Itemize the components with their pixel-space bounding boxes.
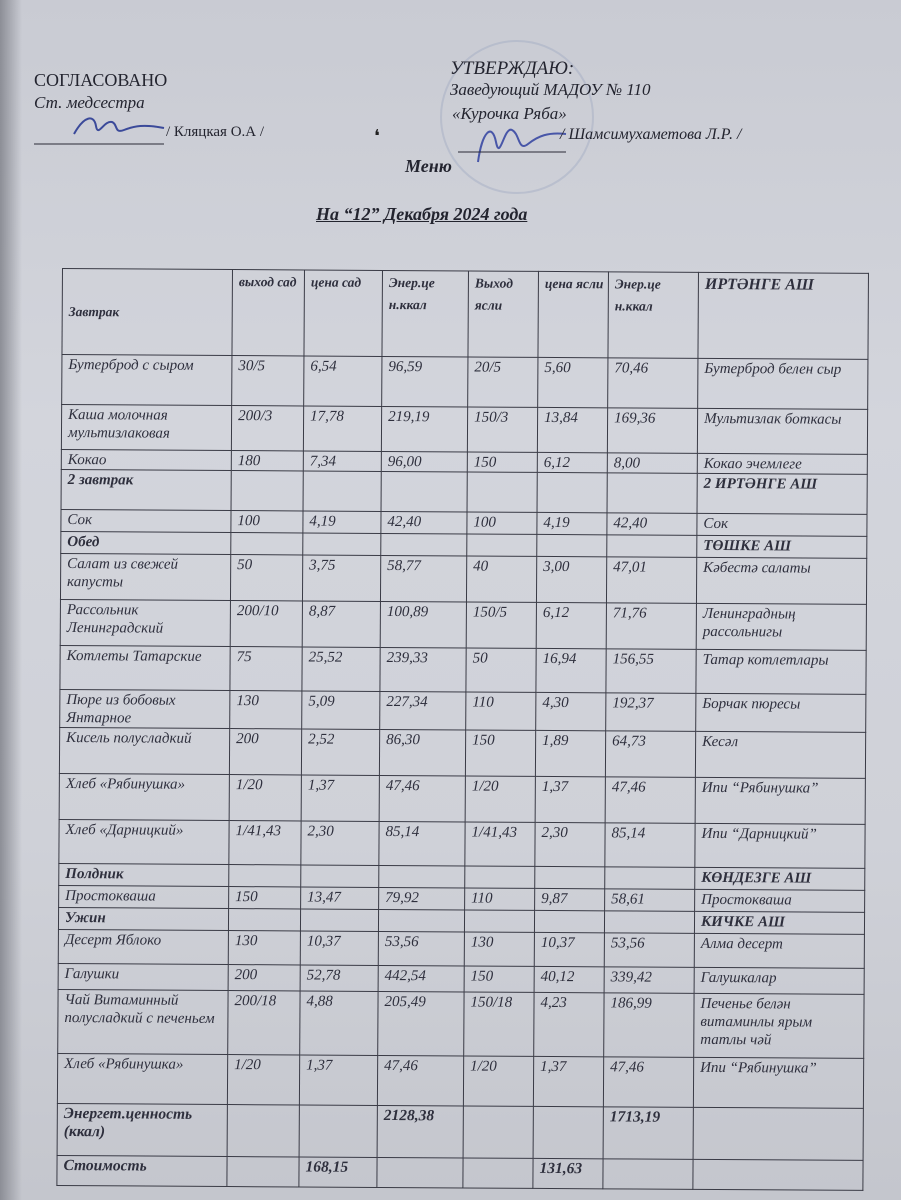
dish-name-cell: Хлеб «Рябинушка» — [59, 773, 229, 820]
value-cell: 1/20 — [465, 776, 535, 822]
header-cell: цена ясли — [538, 271, 609, 357]
header-cell: цена сад — [304, 270, 383, 356]
value-cell: 2,30 — [535, 822, 605, 866]
value-cell: 7,34 — [303, 451, 381, 471]
tatar-name-cell: Печенье белән витаминлы ярым татлы чәй — [694, 993, 864, 1058]
empty-cell — [533, 1106, 603, 1158]
table-row — [61, 405, 867, 455]
value-cell: 79,92 — [379, 887, 465, 910]
value-cell: 1,37 — [533, 1056, 603, 1106]
value-cell: 2,52 — [301, 729, 379, 775]
energy-total-row — [57, 1103, 863, 1160]
value-cell: 1/41,43 — [229, 821, 301, 865]
value-cell: 70,46 — [608, 358, 698, 409]
dish-name-cell: Хлеб «Рябинушка» — [57, 1053, 227, 1104]
value-cell: 150/5 — [466, 602, 536, 648]
dish-name-cell: Кокао — [61, 449, 231, 470]
value-cell: 42,40 — [607, 513, 697, 536]
value-cell: 85,14 — [379, 821, 465, 866]
value-cell: 3,75 — [302, 555, 380, 601]
tatar-name-cell: Кесәл — [695, 731, 865, 778]
value-cell — [607, 535, 697, 558]
value-cell — [537, 472, 607, 512]
value-cell — [467, 472, 537, 512]
dish-name-cell: Сок — [61, 509, 231, 532]
dish-name-cell: Рассольник Ленинградский — [60, 599, 230, 646]
value-cell — [378, 909, 464, 932]
value-cell: 40 — [466, 556, 536, 602]
value-cell: 42,40 — [381, 511, 467, 534]
tatar-name-cell: Кокао эчемлеге — [697, 453, 867, 474]
empty-cell — [463, 1158, 533, 1188]
value-cell: 4,30 — [536, 692, 606, 730]
value-cell: 1,37 — [299, 1055, 377, 1105]
header-cell: Энер.це н.ккал — [608, 272, 699, 359]
value-cell: 47,46 — [603, 1057, 693, 1108]
value-cell: 10,37 — [534, 932, 604, 966]
dish-name-cell: Простокваша — [59, 885, 229, 908]
value-cell: 1/20 — [227, 1055, 299, 1105]
value-cell: 339,42 — [604, 967, 694, 994]
dish-name-cell: 2 завтрак — [61, 469, 231, 510]
value-cell — [300, 909, 378, 931]
value-cell: 2,30 — [301, 821, 379, 865]
empty-cell — [693, 1159, 863, 1190]
value-cell: 16,94 — [536, 648, 606, 692]
value-cell: 5,60 — [538, 357, 608, 407]
value-cell: 17,78 — [303, 406, 381, 451]
value-cell: 53,56 — [604, 933, 694, 968]
energy-label-cell: Энергет.ценность (ккал) — [57, 1103, 227, 1156]
dish-name-cell: Полдник — [59, 863, 229, 886]
value-cell: 50 — [230, 555, 302, 601]
value-cell: 100 — [231, 511, 303, 533]
table-row — [59, 773, 865, 824]
tatar-name-cell: Галушкалар — [694, 967, 864, 994]
table-row — [62, 355, 868, 410]
value-cell: 239,33 — [380, 647, 466, 692]
date-line: На “12” Декабря 2024 года — [316, 204, 528, 224]
tatar-name-cell: 2 ИРТӘНГЕ АШ — [697, 473, 867, 514]
value-cell: 58,61 — [605, 889, 695, 912]
value-cell: 1/20 — [229, 775, 301, 821]
table-header-row — [62, 269, 869, 360]
value-cell: 205,49 — [378, 991, 464, 1056]
energy-sad-total-cell: 2128,38 — [377, 1105, 463, 1158]
dish-name-cell: Котлеты Татарские — [60, 645, 230, 690]
value-cell: 64,73 — [605, 731, 695, 778]
approved-role: Ст. медсестра — [34, 93, 145, 112]
section-row — [61, 469, 867, 514]
cost-label-cell: Стоимость — [57, 1155, 227, 1186]
tatar-name-cell: Алма десерт — [694, 933, 864, 968]
value-cell: 47,46 — [605, 777, 695, 824]
value-cell: 20/5 — [468, 357, 538, 407]
value-cell: 4,23 — [534, 992, 604, 1056]
value-cell: 150/3 — [467, 407, 537, 452]
value-cell — [607, 473, 697, 514]
approved-title: СОГЛАСОВАНО — [34, 70, 168, 90]
value-cell — [228, 909, 300, 931]
value-cell: 200 — [229, 729, 301, 775]
nurse-signature — [34, 110, 174, 150]
value-cell: 219,19 — [381, 406, 467, 452]
value-cell: 86,30 — [379, 729, 465, 776]
value-cell — [605, 867, 695, 890]
empty-cell — [693, 1107, 863, 1160]
value-cell — [379, 865, 465, 888]
value-cell — [604, 911, 694, 934]
table-row — [58, 989, 864, 1058]
value-cell: 110 — [465, 888, 535, 910]
header-cell: Завтрак — [62, 269, 233, 356]
tatar-name-cell: Ипи “Дарницкий” — [695, 823, 865, 868]
empty-cell — [227, 1157, 299, 1187]
table-row — [60, 553, 866, 604]
value-cell: 52,78 — [300, 965, 378, 991]
value-cell: 100 — [467, 512, 537, 534]
value-cell: 47,46 — [377, 1055, 463, 1106]
tatar-name-cell: КӨНДЕЗГЕ АШ — [695, 867, 865, 890]
value-cell: 47,01 — [606, 557, 696, 604]
tatar-name-cell: Ипи “Рябинушка” — [693, 1057, 863, 1108]
ink-mark: ❛ — [374, 126, 380, 146]
value-cell: 227,34 — [380, 691, 466, 730]
value-cell: 75 — [230, 647, 302, 691]
value-cell: 4,19 — [537, 512, 607, 534]
dish-name-cell: Чай Витаминный полусладкий с печеньем — [58, 989, 228, 1054]
dish-name-cell: Бутерброд с сыром — [62, 355, 232, 406]
value-cell: 4,88 — [300, 991, 378, 1055]
value-cell — [381, 533, 467, 556]
table-row — [60, 689, 866, 732]
tatar-name-cell: Простокваша — [695, 889, 865, 912]
value-cell: 6,54 — [304, 356, 382, 406]
value-cell: 5,09 — [302, 691, 380, 729]
value-cell — [231, 533, 303, 555]
value-cell: 8,87 — [302, 601, 380, 647]
value-cell: 200/10 — [230, 601, 302, 647]
value-cell — [303, 471, 381, 511]
confirm-org: «Курочка Ряба» — [452, 104, 567, 123]
dish-name-cell: Кисель полусладкий — [59, 727, 229, 774]
value-cell: 130 — [464, 932, 534, 966]
value-cell: 180 — [231, 451, 303, 471]
header-cell: ИРТӘНГЕ АШ — [698, 272, 869, 359]
empty-cell — [227, 1105, 299, 1157]
dish-name-cell: Десерт Яблоко — [58, 929, 228, 964]
energy-yasli-total-cell: 1713,19 — [603, 1107, 693, 1160]
value-cell: 169,36 — [607, 408, 697, 454]
table-row — [59, 727, 865, 778]
tatar-name-cell: КИЧКЕ АШ — [694, 911, 864, 934]
value-cell: 6,12 — [537, 452, 607, 472]
cost-total-row — [57, 1155, 863, 1190]
dish-name-cell: Ужин — [58, 907, 228, 930]
value-cell — [381, 471, 467, 512]
value-cell: 156,55 — [606, 649, 696, 694]
value-cell: 200/3 — [231, 406, 303, 451]
value-cell: 150 — [464, 966, 534, 992]
value-cell: 13,84 — [537, 407, 607, 452]
dish-name-cell: Каша молочная мультизлаковая — [61, 405, 231, 451]
value-cell — [534, 910, 604, 932]
value-cell: 442,54 — [378, 965, 464, 992]
dish-name-cell: Обед — [61, 531, 231, 554]
value-cell: 1/41,43 — [465, 822, 535, 866]
value-cell: 40,12 — [534, 966, 604, 992]
confirm-title: УТВЕРЖДАЮ: — [450, 58, 575, 79]
value-cell — [537, 534, 607, 556]
empty-cell — [603, 1159, 693, 1190]
value-cell: 13,47 — [301, 887, 379, 909]
empty-cell — [299, 1105, 377, 1157]
tatar-name-cell: Бутерброд белен сыр — [698, 358, 868, 409]
value-cell: 1,37 — [301, 775, 379, 821]
value-cell: 200/18 — [228, 991, 300, 1055]
value-cell — [535, 866, 605, 888]
value-cell: 10,37 — [300, 931, 378, 965]
value-cell — [467, 534, 537, 556]
table-row — [59, 819, 865, 868]
value-cell: 200 — [228, 965, 300, 991]
value-cell: 150/18 — [464, 992, 534, 1056]
value-cell: 47,46 — [379, 775, 465, 822]
cost-yasli-total-cell: 131,63 — [533, 1158, 603, 1188]
value-cell: 71,76 — [606, 603, 696, 650]
tatar-name-cell: Кәбестә салаты — [696, 557, 866, 604]
tatar-name-cell: Борчак пюресы — [696, 693, 866, 732]
value-cell: 50 — [466, 648, 536, 692]
tatar-name-cell: Ленинградның рассольнигы — [696, 603, 866, 650]
value-cell: 192,37 — [606, 693, 696, 732]
value-cell — [301, 865, 379, 887]
confirm-signer: / Шамсимухаметова Л.Р. / — [560, 126, 742, 143]
value-cell: 130 — [228, 931, 300, 965]
value-cell: 130 — [230, 691, 302, 729]
value-cell: 8,00 — [607, 453, 697, 474]
value-cell: 3,00 — [536, 556, 606, 602]
value-cell — [465, 866, 535, 888]
value-cell: 96,00 — [381, 451, 467, 472]
page-edge-shadow — [0, 0, 22, 1200]
approved-signer: / Кляцкая О.А / — [166, 124, 265, 140]
value-cell: 85,14 — [605, 823, 695, 868]
table-row — [60, 599, 866, 650]
cost-sad-total-cell: 168,15 — [299, 1157, 377, 1187]
value-cell: 1,89 — [535, 730, 605, 776]
value-cell: 25,52 — [302, 647, 380, 691]
value-cell: 100,89 — [380, 601, 466, 648]
value-cell: 6,12 — [536, 602, 606, 648]
value-cell: 186,99 — [604, 993, 694, 1058]
value-cell: 4,19 — [303, 511, 381, 533]
menu-table — [56, 268, 869, 1191]
table-row — [58, 929, 864, 968]
value-cell — [231, 471, 303, 511]
header-cell: выход сад — [232, 270, 305, 356]
value-cell: 9,87 — [535, 888, 605, 910]
document-title: Меню — [405, 156, 452, 176]
value-cell — [229, 865, 301, 887]
tatar-name-cell: Мультизлак боткасы — [697, 408, 867, 454]
dish-name-cell: Хлеб «Дарницкий» — [59, 819, 229, 864]
empty-cell — [377, 1157, 463, 1188]
tatar-name-cell: Ипи “Рябинушка” — [695, 777, 865, 824]
value-cell: 110 — [466, 692, 536, 730]
value-cell: 150 — [465, 730, 535, 776]
value-cell: 150 — [229, 887, 301, 909]
confirm-role: Заведующий МАДОУ № 110 — [450, 80, 651, 99]
value-cell — [464, 910, 534, 932]
header-cell: Энер.це н.ккал — [382, 270, 469, 357]
header-cell: Выход ясли — [468, 271, 539, 357]
value-cell: 30/5 — [232, 356, 304, 406]
value-cell: 96,59 — [382, 356, 468, 407]
value-cell — [303, 533, 381, 555]
value-cell: 150 — [467, 452, 537, 472]
tatar-name-cell: ТӨШКЕ АШ — [697, 535, 867, 558]
value-cell: 1/20 — [463, 1056, 533, 1106]
tatar-name-cell: Сок — [697, 513, 867, 536]
value-cell: 53,56 — [378, 931, 464, 966]
dish-name-cell: Пюре из бобовых Янтарное — [60, 689, 230, 728]
dish-name-cell: Салат из свежей капусты — [60, 553, 230, 600]
dish-name-cell: Галушки — [58, 963, 228, 990]
empty-cell — [463, 1106, 533, 1158]
tatar-name-cell: Татар котлетлары — [696, 649, 866, 694]
value-cell: 1,37 — [535, 776, 605, 822]
table-row — [57, 1053, 863, 1108]
table-row — [60, 645, 866, 694]
value-cell: 58,77 — [380, 555, 466, 602]
